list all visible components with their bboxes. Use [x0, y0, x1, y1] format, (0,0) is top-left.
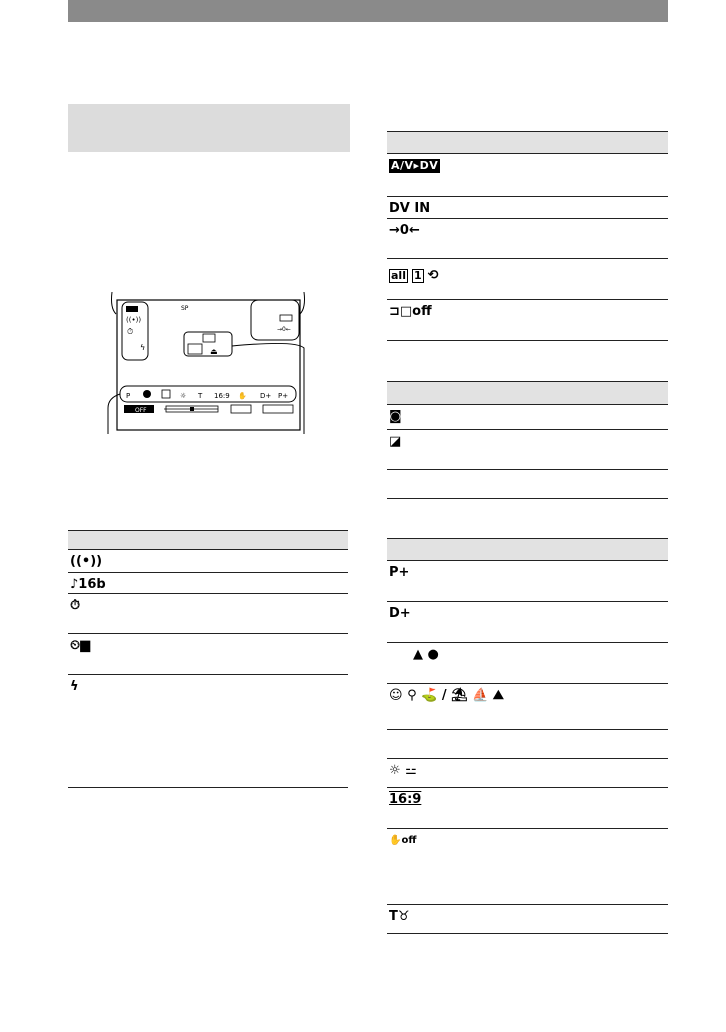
table-row — [387, 154, 668, 197]
table-header — [387, 538, 668, 561]
svg-text:SP: SP — [181, 305, 189, 312]
svg-text:✋: ✋ — [238, 392, 247, 400]
header-bar — [68, 0, 668, 22]
table-row — [387, 405, 668, 430]
wireless-icon: ((•)) — [70, 554, 103, 569]
table-row — [387, 197, 668, 219]
svg-text:⏱: ⏱ — [127, 327, 134, 336]
playback-mode-icons: all 1 ⟲ — [391, 268, 439, 283]
table-header — [387, 131, 668, 154]
spotlight-icon: ◪ — [389, 434, 402, 449]
wide-select-icon: 16:9 — [389, 792, 422, 807]
table-row — [387, 829, 668, 905]
svg-text:☼: ☼ — [180, 392, 187, 400]
self-timer-icon: ⏱ — [70, 598, 81, 613]
table-row — [68, 594, 348, 634]
right-indicator-table-3 — [387, 538, 668, 934]
left-indicator-table — [68, 530, 348, 788]
table-row — [68, 550, 348, 573]
table-row — [387, 430, 668, 470]
table-header — [387, 381, 668, 405]
table-row — [387, 905, 668, 933]
svg-text:OFF: OFF — [135, 407, 147, 414]
svg-text:ϟ: ϟ — [140, 343, 146, 352]
digital-effect-icon: D+ — [389, 606, 411, 621]
av-dv-icon: A/V▸DV — [391, 159, 439, 172]
table-row — [387, 684, 668, 730]
steadyshot-off-icon: ✋off — [389, 835, 417, 846]
svg-text:D+: D+ — [260, 392, 272, 400]
table-row — [387, 300, 668, 340]
dv-in-icon: DV IN — [389, 201, 431, 216]
table-row — [68, 573, 348, 594]
right-indicator-table-1 — [387, 131, 668, 341]
right-indicator-table-2 — [387, 381, 668, 499]
svg-text:⏏: ⏏ — [210, 347, 218, 356]
lcd-backlight-off-icon: ⊐□off — [389, 304, 432, 319]
svg-text:((•)): ((•)) — [126, 316, 142, 324]
screen-indicators-diagram — [100, 288, 315, 438]
audio-16bit-icon: ♪16b — [70, 577, 106, 592]
table-row — [387, 730, 668, 759]
table-row — [387, 788, 668, 829]
interval-recording-icon: ⏲▆ — [70, 638, 91, 653]
table-row — [387, 602, 668, 643]
scene-selection-icons: ☺ ⚲ ⛳ / ⛱ ⛵ ⛰ — [389, 688, 504, 703]
focus-icons: ▲ ● — [413, 647, 439, 662]
table-row — [387, 561, 668, 602]
svg-text:P+: P+ — [278, 392, 289, 400]
svg-text:→0←: →0← — [277, 326, 291, 333]
white-balance-icons: ☼ ⚍ — [389, 763, 417, 778]
zero-set-memory-icon: →0← — [389, 223, 420, 238]
svg-text:P: P — [126, 392, 131, 400]
table-row — [68, 675, 348, 787]
table-row — [387, 219, 668, 259]
backlight-icon: ◙ — [389, 409, 402, 424]
flash-icon: ϟ — [70, 679, 79, 694]
table-header — [68, 530, 348, 550]
section-heading-box — [68, 104, 350, 152]
table-row — [387, 643, 668, 684]
picture-effect-icon: P+ — [389, 565, 410, 580]
table-row — [387, 759, 668, 788]
table-row — [68, 634, 348, 675]
table-row — [387, 259, 668, 300]
tele-macro-icon: T♉ — [389, 909, 410, 924]
svg-text:T: T — [198, 392, 203, 400]
table-row — [387, 470, 668, 498]
svg-text:16:9: 16:9 — [214, 392, 230, 400]
